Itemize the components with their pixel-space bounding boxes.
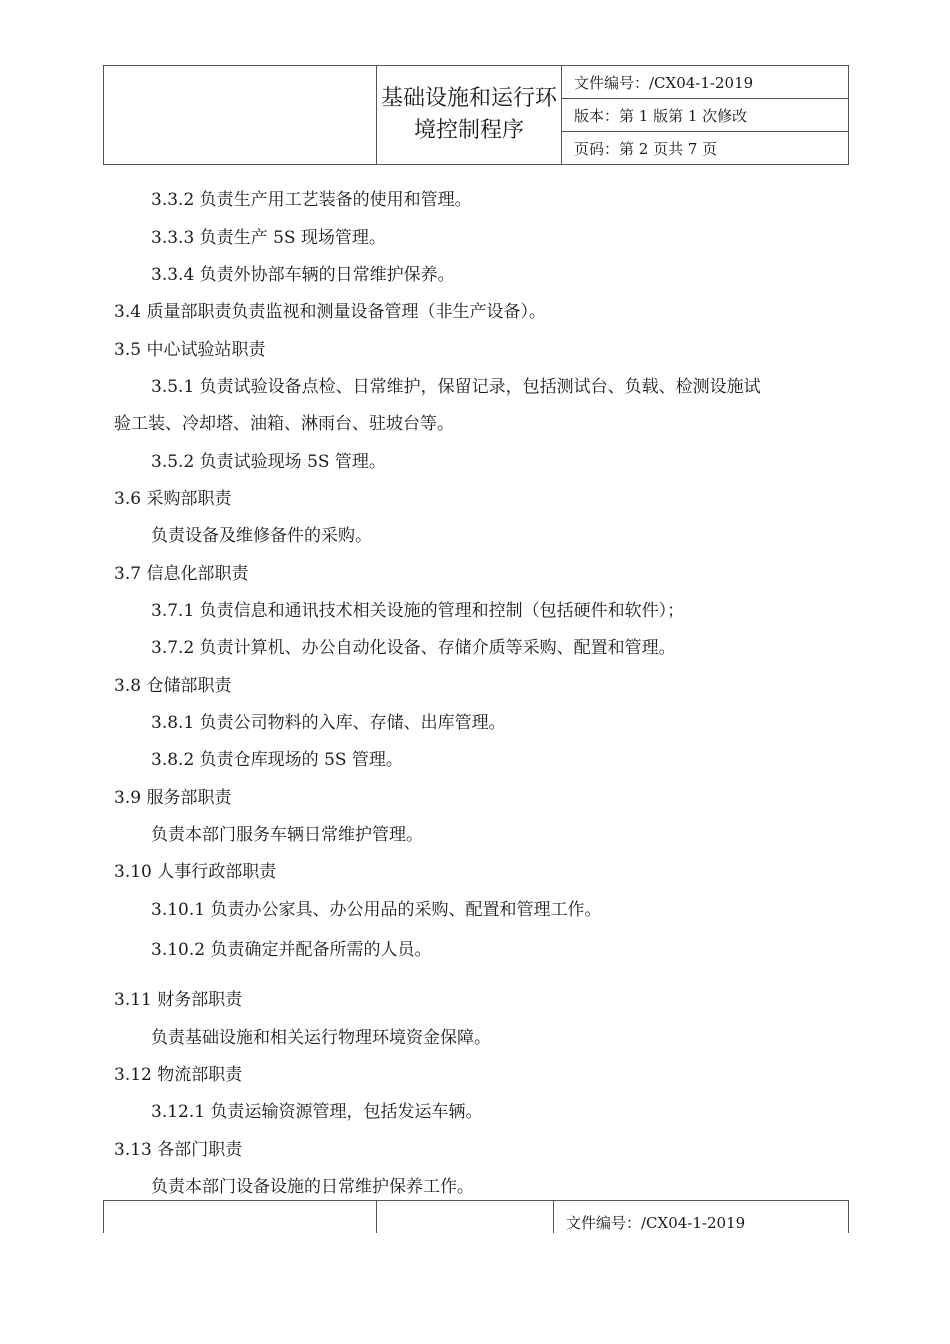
text-line: 3.7.1 负责信息和通讯技术相关设施的管理和控制（包括硬件和软件）； (151, 601, 685, 621)
section-heading: 3.8 仓储部职责 (114, 676, 232, 696)
text-line: 负责本部门设备设施的日常维护保养工作。 (151, 1177, 474, 1197)
text-line: 3.12.1 负责运输资源管理，包括发运车辆。 (151, 1102, 483, 1122)
page-number: 页码：第 2 页共 7 页 (562, 132, 849, 165)
section-heading: 3.4 质量部职责负责监视和测量设备管理（非生产设备）。 (114, 302, 546, 322)
section-heading: 3.11 财务部职责 (114, 990, 243, 1010)
section-heading: 3.9 服务部职责 (114, 788, 232, 808)
header-logo-cell (104, 66, 377, 165)
document-header (103, 65, 849, 165)
text-line: 3.10.1 负责办公家具、办公用品的采购、配置和管理工作。 (151, 900, 602, 920)
text-line: 3.7.2 负责计算机、办公自动化设备、存储介质等采购、配置和管理。 (151, 638, 676, 658)
text-line: 3.3.4 负责外协部车辆的日常维护保养。 (151, 265, 455, 285)
section-heading: 3.13 各部门职责 (114, 1140, 243, 1160)
document-number: 文件编号：/CX04-1-2019 (562, 66, 849, 99)
section-heading: 3.7 信息化部职责 (114, 564, 249, 584)
document-version: 版本：第 1 版第 1 次修改 (562, 99, 849, 132)
section-heading: 3.6 采购部职责 (114, 489, 232, 509)
text-line: 负责基础设施和相关运行物理环境资金保障。 (151, 1028, 491, 1048)
text-line: 负责本部门服务车辆日常维护管理。 (151, 825, 423, 845)
text-line: 3.5.1 负责试验设备点检、日常维护，保留记录，包括测试台、负载、检测设施试 (151, 377, 761, 397)
section-heading: 3.5 中心试验站职责 (114, 340, 266, 360)
text-line: 3.10.2 负责确定并配备所需的人员。 (151, 940, 432, 960)
text-line: 验工装、冷却塔、油箱、淋雨台、驻坡台等。 (114, 414, 454, 434)
section-heading: 3.12 物流部职责 (114, 1065, 243, 1085)
text-line: 3.3.3 负责生产 5S 现场管理。 (151, 228, 386, 248)
footer-document-number: 文件编号：/CX04-1-2019 (554, 1201, 849, 1234)
text-line: 负责设备及维修备件的采购。 (151, 526, 372, 546)
text-line: 3.8.1 负责公司物料的入库、存储、出库管理。 (151, 713, 506, 733)
text-line: 3.8.2 负责仓库现场的 5S 管理。 (151, 750, 403, 770)
footer-title-cell (377, 1201, 554, 1234)
footer-logo-cell (104, 1201, 377, 1234)
next-page-header (103, 1200, 849, 1233)
section-heading: 3.10 人事行政部职责 (114, 862, 277, 882)
document-title: 基础设施和运行环境控制程序 (377, 66, 562, 165)
text-line: 3.5.2 负责试验现场 5S 管理。 (151, 452, 386, 472)
text-line: 3.3.2 负责生产用工艺装备的使用和管理。 (151, 190, 472, 210)
